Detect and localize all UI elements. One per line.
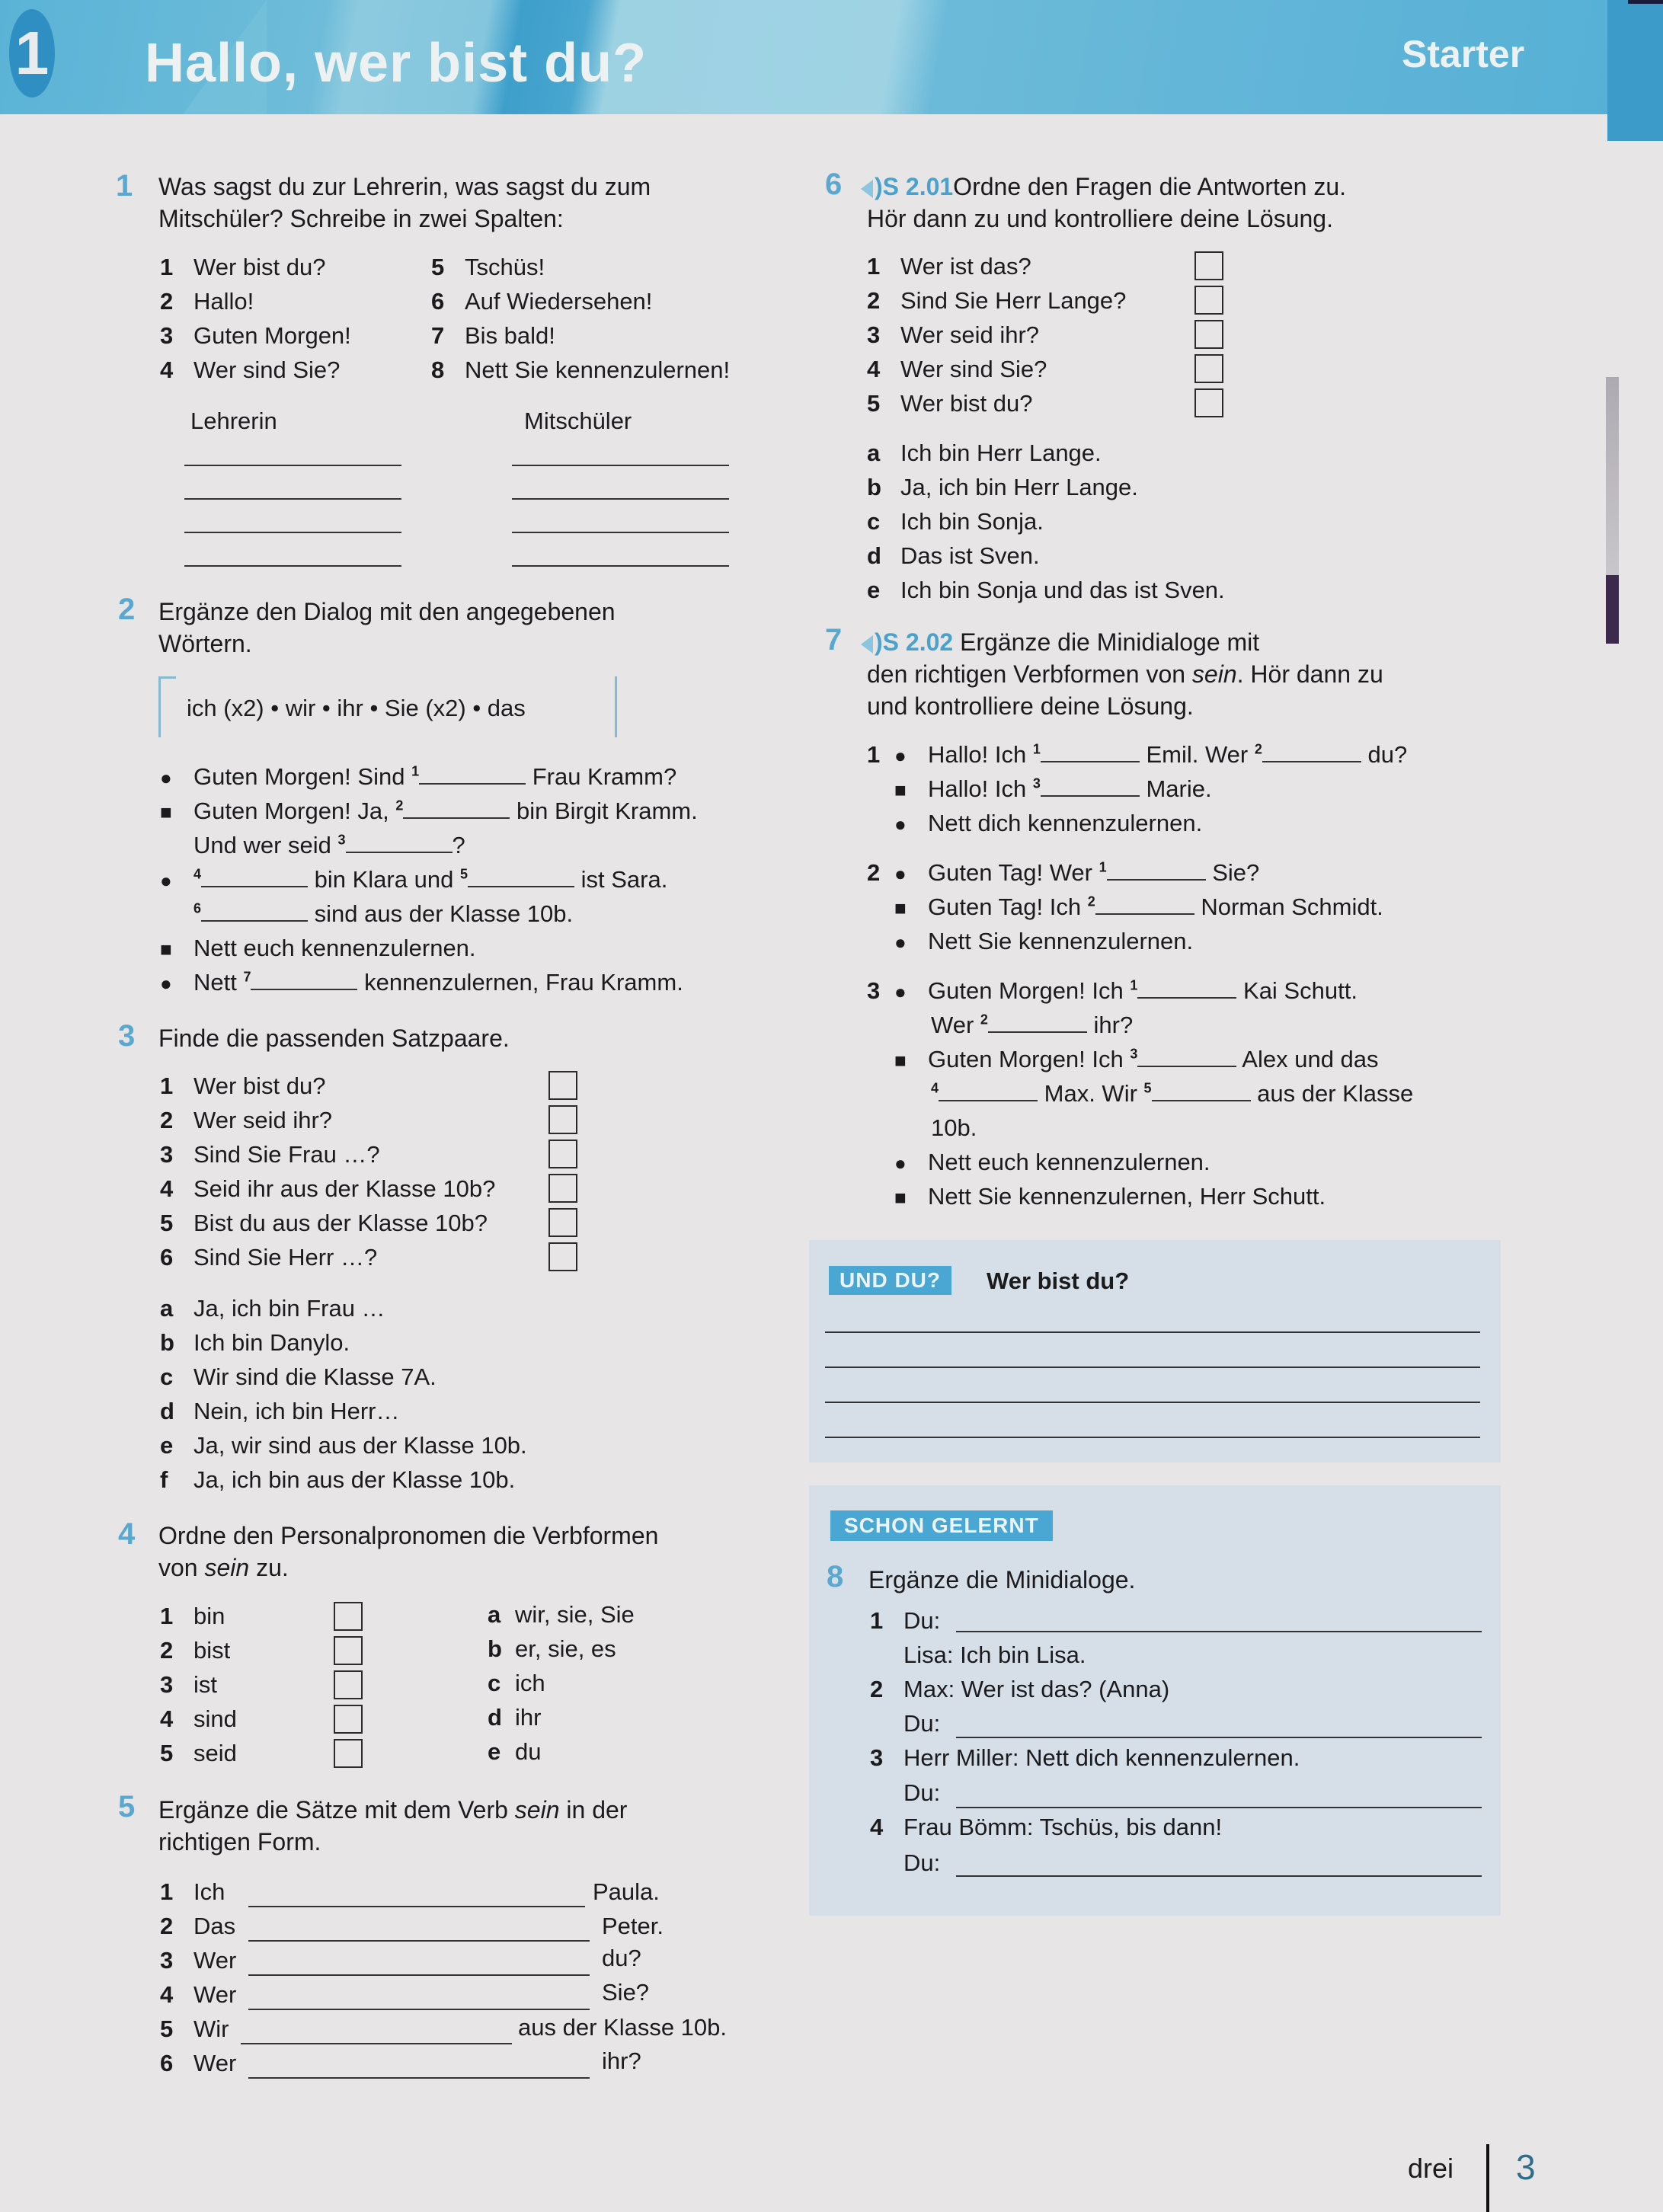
list-item: 5 Tschüs! <box>431 254 545 280</box>
instruction-line: Wörtern. <box>158 630 252 657</box>
answer-line[interactable] <box>184 532 401 533</box>
answer-line[interactable] <box>512 532 729 533</box>
blank[interactable] <box>1041 741 1140 762</box>
answer-line[interactable] <box>825 1331 1480 1333</box>
answer-line[interactable] <box>248 1974 590 1976</box>
blank[interactable] <box>1137 1046 1236 1067</box>
sentence-end: aus der Klasse 10b. <box>518 2014 728 2041</box>
exercise-1-number: 1 <box>116 169 133 203</box>
exercise-8-number: 8 <box>827 1560 844 1593</box>
dialog-line: ■ Guten Morgen! Ja, $^2$ bin Birgit Kramm. <box>160 798 698 824</box>
answer-box[interactable] <box>1194 251 1223 280</box>
minidialog-item: 1 Du: <box>870 1607 941 1634</box>
word-bank: ich (x2) • wir • ihr • Sie (x2) • das <box>187 695 526 721</box>
unit-number-badge: 1 <box>9 9 55 97</box>
exercise-6-instruction <box>861 171 1346 203</box>
list-item: 3 Guten Morgen! <box>160 322 351 349</box>
instruction-line: Ergänze den Dialog mit den angegebenen <box>158 598 616 625</box>
blank-1[interactable] <box>419 763 526 785</box>
answer-line[interactable] <box>184 565 401 567</box>
answer-box[interactable] <box>548 1105 577 1134</box>
pronoun-item: e du <box>488 1738 542 1765</box>
dialog-line: 2 ● Guten Tag! Wer $^1$ Sie? <box>867 859 1260 886</box>
blank-5[interactable] <box>468 866 574 887</box>
answer-box[interactable] <box>1194 320 1223 349</box>
minidialog-item: 3 Herr Miller: Nett dich kennenzulernen. <box>870 1744 1300 1771</box>
dialog-line: $^4$ Max. Wir $^5$ aus der Klasse <box>931 1080 1414 1107</box>
dialog-line: ● $^4$ bin Klara und $^5$ ist Sara. <box>160 866 668 893</box>
speaker-b-bullet: ■ <box>894 778 907 801</box>
speaker-b-bullet: ■ <box>894 1186 907 1209</box>
answer-box[interactable] <box>334 1636 363 1665</box>
sentence-end: Peter. <box>602 1913 664 1939</box>
question-item: 1 Wer bist du? <box>160 1072 326 1099</box>
sentence-end: Sie? <box>602 1979 650 2006</box>
answer-line[interactable] <box>956 1807 1482 1808</box>
answer-box[interactable] <box>334 1705 363 1734</box>
question-item: 5 Wer bist du? <box>867 390 1033 417</box>
answer-line[interactable] <box>184 498 401 500</box>
speaker-a-bullet: ● <box>894 813 907 836</box>
list-item: 7 Bis bald! <box>431 322 555 349</box>
instruction-line: Hör dann zu und kontrolliere deine Lösung. <box>867 205 1333 232</box>
speaker-b-bullet: ■ <box>160 938 172 961</box>
dialog-line: Wer $^2$ ihr? <box>931 1012 1134 1038</box>
blank[interactable] <box>1095 893 1194 915</box>
answer-box[interactable] <box>1194 388 1223 417</box>
sentence-item: 4 Wer <box>160 1981 237 2008</box>
dialog-line: 10b. <box>931 1114 977 1141</box>
answer-item: b Ich bin Danylo. <box>160 1329 350 1356</box>
exercise-7-number: 7 <box>825 623 843 657</box>
dialog-line: ● Nett Sie kennenzulernen. <box>894 928 1194 954</box>
answer-box[interactable] <box>548 1174 577 1203</box>
answer-line[interactable] <box>512 565 729 567</box>
answer-item: f Ja, ich bin aus der Klasse 10b. <box>160 1466 516 1493</box>
answer-box[interactable] <box>548 1071 577 1100</box>
answer-line[interactable] <box>825 1437 1480 1438</box>
page-number: 3 <box>1516 2147 1536 2187</box>
answer-line[interactable] <box>956 1737 1482 1738</box>
exercise-4-instruction <box>158 1520 658 1584</box>
list-item: 1 Wer bist du? <box>160 254 326 280</box>
audio-speaker-icon[interactable] <box>861 180 873 198</box>
question-item: 4 Wer sind Sie? <box>867 356 1047 382</box>
section-label: Starter <box>1402 33 1525 75</box>
sentence-item: 2 Das <box>160 1913 236 1939</box>
pronoun-item: b er, sie, es <box>488 1635 616 1662</box>
exercise-8-instruction: Ergänze die Minidialoge. <box>868 1566 1136 1593</box>
sentence-item: 6 Wer <box>160 2050 237 2076</box>
exercise-2-instruction <box>158 596 616 660</box>
verb-item: 3 ist <box>160 1671 217 1698</box>
answer-item: e Ja, wir sind aus der Klasse 10b. <box>160 1432 527 1459</box>
banner-edge <box>1607 0 1663 141</box>
instruction-line: )S 2.01Ordne den Fragen die Antworten zu. <box>861 171 1346 203</box>
column-label-mitschueler: Mitschüler <box>524 408 632 434</box>
dialog-line: 3 ● Guten Morgen! Ich $^1$ Kai Schutt. <box>867 977 1358 1004</box>
exercise-3-number: 3 <box>118 1019 136 1053</box>
answer-line[interactable] <box>956 1631 1482 1632</box>
answer-line[interactable] <box>248 2009 590 2010</box>
answer-item: c Wir sind die Klasse 7A. <box>160 1363 437 1390</box>
list-item: 8 Nett Sie kennenzulernen! <box>431 356 731 383</box>
footer-divider <box>1486 2144 1489 2212</box>
sentence-item: 1 Ich <box>160 1878 225 1905</box>
answer-item: c Ich bin Sonja. <box>867 508 1044 535</box>
speaker-a-bullet: ● <box>894 862 907 885</box>
answer-line[interactable] <box>248 1940 590 1942</box>
audio-track-label[interactable]: S 2.02 <box>882 628 954 656</box>
exercise-1-instruction <box>158 171 651 235</box>
answer-line[interactable] <box>956 1875 1482 1877</box>
schon-gelernt-tag: SCHON GELERNT <box>830 1510 1053 1541</box>
instruction-line: )S 2.02 Ergänze die Minidialoge mit <box>861 626 1259 658</box>
answer-item: d Das ist Sven. <box>867 542 1040 569</box>
exercise-5-instruction <box>158 1794 627 1858</box>
answer-item: e Ich bin Sonja und das ist Sven. <box>867 577 1225 603</box>
list-item: 2 Hallo! <box>160 288 254 315</box>
column-label-lehrerin: Lehrerin <box>190 408 277 434</box>
und-du-tag: UND DU? <box>829 1266 951 1295</box>
dialog-line: ■ Guten Morgen! Ich $^3$ Alex und das <box>894 1046 1379 1072</box>
sentence-end: Paula. <box>593 1878 660 1905</box>
audio-track-label[interactable]: S 2.01 <box>882 173 954 200</box>
verb-item: 5 seid <box>160 1740 237 1766</box>
instruction-line: richtigen Form. <box>158 1828 321 1856</box>
minidialog-item: 4 Frau Bömm: Tschüs, bis dann! <box>870 1814 1223 1840</box>
question-item: 5 Bist du aus der Klasse 10b? <box>160 1210 488 1236</box>
speaker-b-bullet: ■ <box>160 801 172 823</box>
dialog-line: Und wer seid $^3$ ? <box>193 832 465 858</box>
answer-line[interactable] <box>825 1367 1480 1368</box>
exercise-2-number: 2 <box>118 593 136 626</box>
exercise-6-number: 6 <box>825 168 843 201</box>
verb-item: 2 bist <box>160 1637 231 1664</box>
answer-line[interactable] <box>512 465 729 466</box>
page-edge-strip-dark <box>1606 575 1619 644</box>
answer-line[interactable] <box>512 498 729 500</box>
dialog-line: 1 ● Hallo! Ich $^1$ Emil. Wer $^2$ du? <box>867 741 1408 768</box>
exercise-3-instruction: Finde die passenden Satzpaare. <box>158 1024 510 1052</box>
blank-4[interactable] <box>201 866 308 887</box>
dialog-line: ● Nett dich kennenzulernen. <box>894 810 1203 836</box>
blank-7[interactable] <box>251 969 357 990</box>
answer-item: b Ja, ich bin Herr Lange. <box>867 474 1138 500</box>
answer-line[interactable] <box>241 2043 512 2044</box>
blank-3[interactable] <box>346 832 453 853</box>
und-du-prompt: Wer bist du? <box>987 1267 1130 1294</box>
speaker-a-bullet: ● <box>160 766 172 789</box>
question-item: 3 Wer seid ihr? <box>867 321 1040 348</box>
page-word: drei <box>1408 2153 1454 2184</box>
pronoun-item: c ich <box>488 1670 545 1696</box>
dialog-line: ■ Hallo! Ich $^3$ Marie. <box>894 775 1212 802</box>
instruction-line: Ordne den Personalpronomen die Verbformen <box>158 1522 659 1549</box>
answer-box[interactable] <box>548 1140 577 1168</box>
instruction-line: Mitschüler? Schreibe in zwei Spalten: <box>158 205 564 232</box>
answer-box[interactable] <box>1194 286 1223 315</box>
speaker-a-bullet: ● <box>894 1152 907 1175</box>
speaker-a-bullet: ● <box>894 931 907 954</box>
list-item: 6 Auf Wiedersehen! <box>431 288 653 315</box>
sentence-item: 3 Wer <box>160 1947 237 1974</box>
blank[interactable] <box>1107 859 1206 881</box>
answer-item: d Nein, ich bin Herr… <box>160 1398 400 1424</box>
list-item: 4 Wer sind Sie? <box>160 356 341 383</box>
instruction-line: den richtigen Verbformen von sein. Hör dann zu <box>867 660 1383 688</box>
verb-item: 1 bin <box>160 1603 225 1629</box>
audio-wave-icon: ) <box>875 628 883 656</box>
question-item: 2 Wer seid ihr? <box>160 1107 333 1133</box>
answer-box[interactable] <box>334 1602 363 1631</box>
dialog-line: ● Nett $^7$ kennenzulernen, Frau Kramm. <box>160 969 683 996</box>
audio-wave-icon: ) <box>875 173 883 200</box>
speaker-a-bullet: ● <box>160 869 172 892</box>
speaker-a-bullet: ● <box>894 744 907 767</box>
sentence-end: ihr? <box>602 2047 641 2074</box>
exercise-7-instruction <box>861 626 1259 658</box>
dialog-line: ■ Nett euch kennenzulernen. <box>160 935 476 961</box>
blank[interactable] <box>1152 1080 1251 1101</box>
blank[interactable] <box>939 1080 1038 1101</box>
instruction-line: Was sagst du zur Lehrerin, was sagst du zum <box>158 173 651 200</box>
exercise-4-number: 4 <box>118 1517 136 1551</box>
dialog-line: ● Nett euch kennenzulernen. <box>894 1149 1210 1175</box>
dialog-line: $^6$ sind aus der Klasse 10b. <box>193 900 574 927</box>
speaker-a-bullet: ● <box>160 972 172 995</box>
minidialog-line: Du: <box>903 1779 941 1806</box>
speaker-b-bullet: ■ <box>894 897 907 919</box>
minidialog-item: 2 Max: Wer ist das? (Anna) <box>870 1676 1170 1702</box>
minidialog-line: Lisa: Ich bin Lisa. <box>903 1641 1086 1668</box>
page-edge-strip <box>1606 377 1619 575</box>
verb-item: 4 sind <box>160 1705 237 1732</box>
question-item: 4 Seid ihr aus der Klasse 10b? <box>160 1175 496 1202</box>
instruction-line: und kontrolliere deine Lösung. <box>867 692 1194 720</box>
answer-box[interactable] <box>548 1208 577 1237</box>
blank[interactable] <box>1137 977 1236 999</box>
blank[interactable] <box>988 1012 1087 1033</box>
answer-line[interactable] <box>248 1906 585 1907</box>
question-item: 3 Sind Sie Frau …? <box>160 1141 380 1168</box>
question-item: 1 Wer ist das? <box>867 253 1031 280</box>
speaker-a-bullet: ● <box>894 980 907 1003</box>
answer-box[interactable] <box>334 1739 363 1768</box>
blank-2[interactable] <box>403 798 510 819</box>
sentence-item: 5 Wir <box>160 2015 229 2042</box>
dialog-line: ● Guten Morgen! Sind $^1$ Frau Kramm? <box>160 763 677 790</box>
audio-speaker-icon[interactable] <box>861 635 873 654</box>
dialog-line: ■ Guten Tag! Ich $^2$ Norman Schmidt. <box>894 893 1383 920</box>
dialog-line: ■ Nett Sie kennenzulernen, Herr Schutt. <box>894 1183 1326 1210</box>
answer-box[interactable] <box>1194 354 1223 383</box>
instruction-line: von sein zu. <box>158 1554 289 1581</box>
blank[interactable] <box>1262 741 1361 762</box>
answer-line[interactable] <box>184 465 401 466</box>
sentence-end: du? <box>602 1945 641 1971</box>
question-item: 6 Sind Sie Herr …? <box>160 1244 378 1271</box>
answer-line[interactable] <box>825 1402 1480 1403</box>
answer-line[interactable] <box>248 2077 590 2079</box>
exercise-5-number: 5 <box>118 1790 136 1824</box>
answer-box[interactable] <box>548 1242 577 1271</box>
answer-item: a Ich bin Herr Lange. <box>867 440 1102 466</box>
minidialog-line: Du: <box>903 1710 941 1737</box>
speaker-b-bullet: ■ <box>894 1049 907 1072</box>
question-item: 2 Sind Sie Herr Lange? <box>867 287 1127 314</box>
unit-title: Hallo, wer bist du? <box>145 33 648 94</box>
pronoun-item: a wir, sie, Sie <box>488 1601 635 1628</box>
blank[interactable] <box>1041 775 1140 797</box>
banner-edge-dark <box>1628 0 1663 4</box>
pronoun-item: d ihr <box>488 1704 542 1731</box>
blank-6[interactable] <box>201 900 308 922</box>
answer-item: a Ja, ich bin Frau … <box>160 1295 385 1322</box>
instruction-line: Ergänze die Sätze mit dem Verb sein in der <box>158 1796 628 1824</box>
answer-box[interactable] <box>334 1670 363 1699</box>
minidialog-line: Du: <box>903 1849 941 1876</box>
